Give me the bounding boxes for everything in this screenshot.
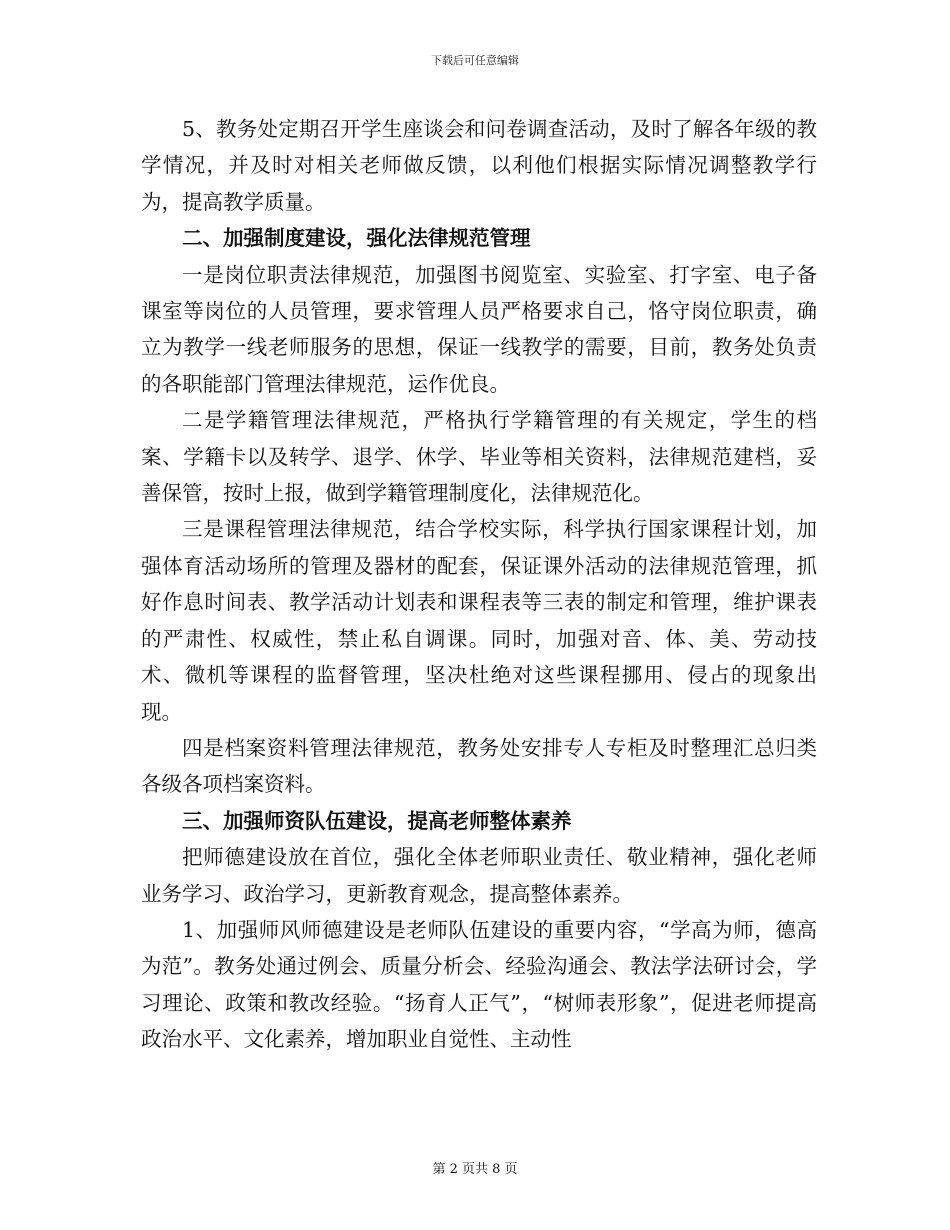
paragraph-ethics-first: 把师德建设放在首位，强化全体老师职业责任、敬业精神，强化老师业务学习、政治学习，更新教育观念，提高整体素养。 [141,845,817,906]
document-body [141,111,817,1058]
paragraph-course-management: 三是课程管理法律规范，结合学校实际，科学执行国家课程计划，加强体育活动场所的管理及器材的配套，保证课外活动的法律规范管理，抓好作息时间表、教学活动计划表和课程表等三表的制定和管理，维护课表的严肃性、权威性，禁止私自调课。同时，加强对音、体、美、劳动技术、微机等课程的监督管理，坚决杜绝对这些课程挪用、侵占的现象出现。 [141,517,817,724]
section-heading-3: 三、加强师资队伍建设，提高老师整体素养 [182,808,572,833]
section-heading-2: 二、加强制度建设，强化法律规范管理 [182,226,531,251]
page-footer: 第 2 页共 8 页 [432,1162,518,1177]
paragraph-item-5: 5、教务处定期召开学生座谈会和问卷调查活动，及时了解各年级的教学情况，并及时对相关老师做反馈，以利他们根据实际情况调整教学行为，提高教学质量。 [141,117,817,214]
paragraph-post-duty: 一是岗位职责法律规范，加强图书阅览室、实验室、打字室、电子备课室等岗位的人员管理，要求管理人员严格要求自己，恪守岗位职责，确立为教学一线老师服务的思想，保证一线教学的需要，目前，教务处负责的各职能部门管理法律规范，运作优良。 [141,262,817,396]
paragraph-student-records: 二是学籍管理法律规范，严格执行学籍管理的有关规定，学生的档案、学籍卡以及转学、退学、休学、毕业等相关资料，法律规范建档，妥善保管，按时上报，做到学籍管理制度化，法律规范化。 [141,408,817,506]
page-header: 下载后可任意编辑 [431,54,519,67]
paragraph-archive-management: 四是档案资料管理法律规范，教务处安排专人专柜及时整理汇总归类各级各项档案资料。 [141,735,817,797]
paragraph-item-1: 1、加强师风师德建设是老师队伍建设的重要内容，“学高为师，德高为范”。教务处通过例会、质量分析会、经验沟通会、教法学法研讨会，学习理论、政策和教改经验。“扬育人正气”，“树师表形象”，促进老师提高政治水平、文化素养，增加职业自觉性、主动性 [141,917,817,1052]
